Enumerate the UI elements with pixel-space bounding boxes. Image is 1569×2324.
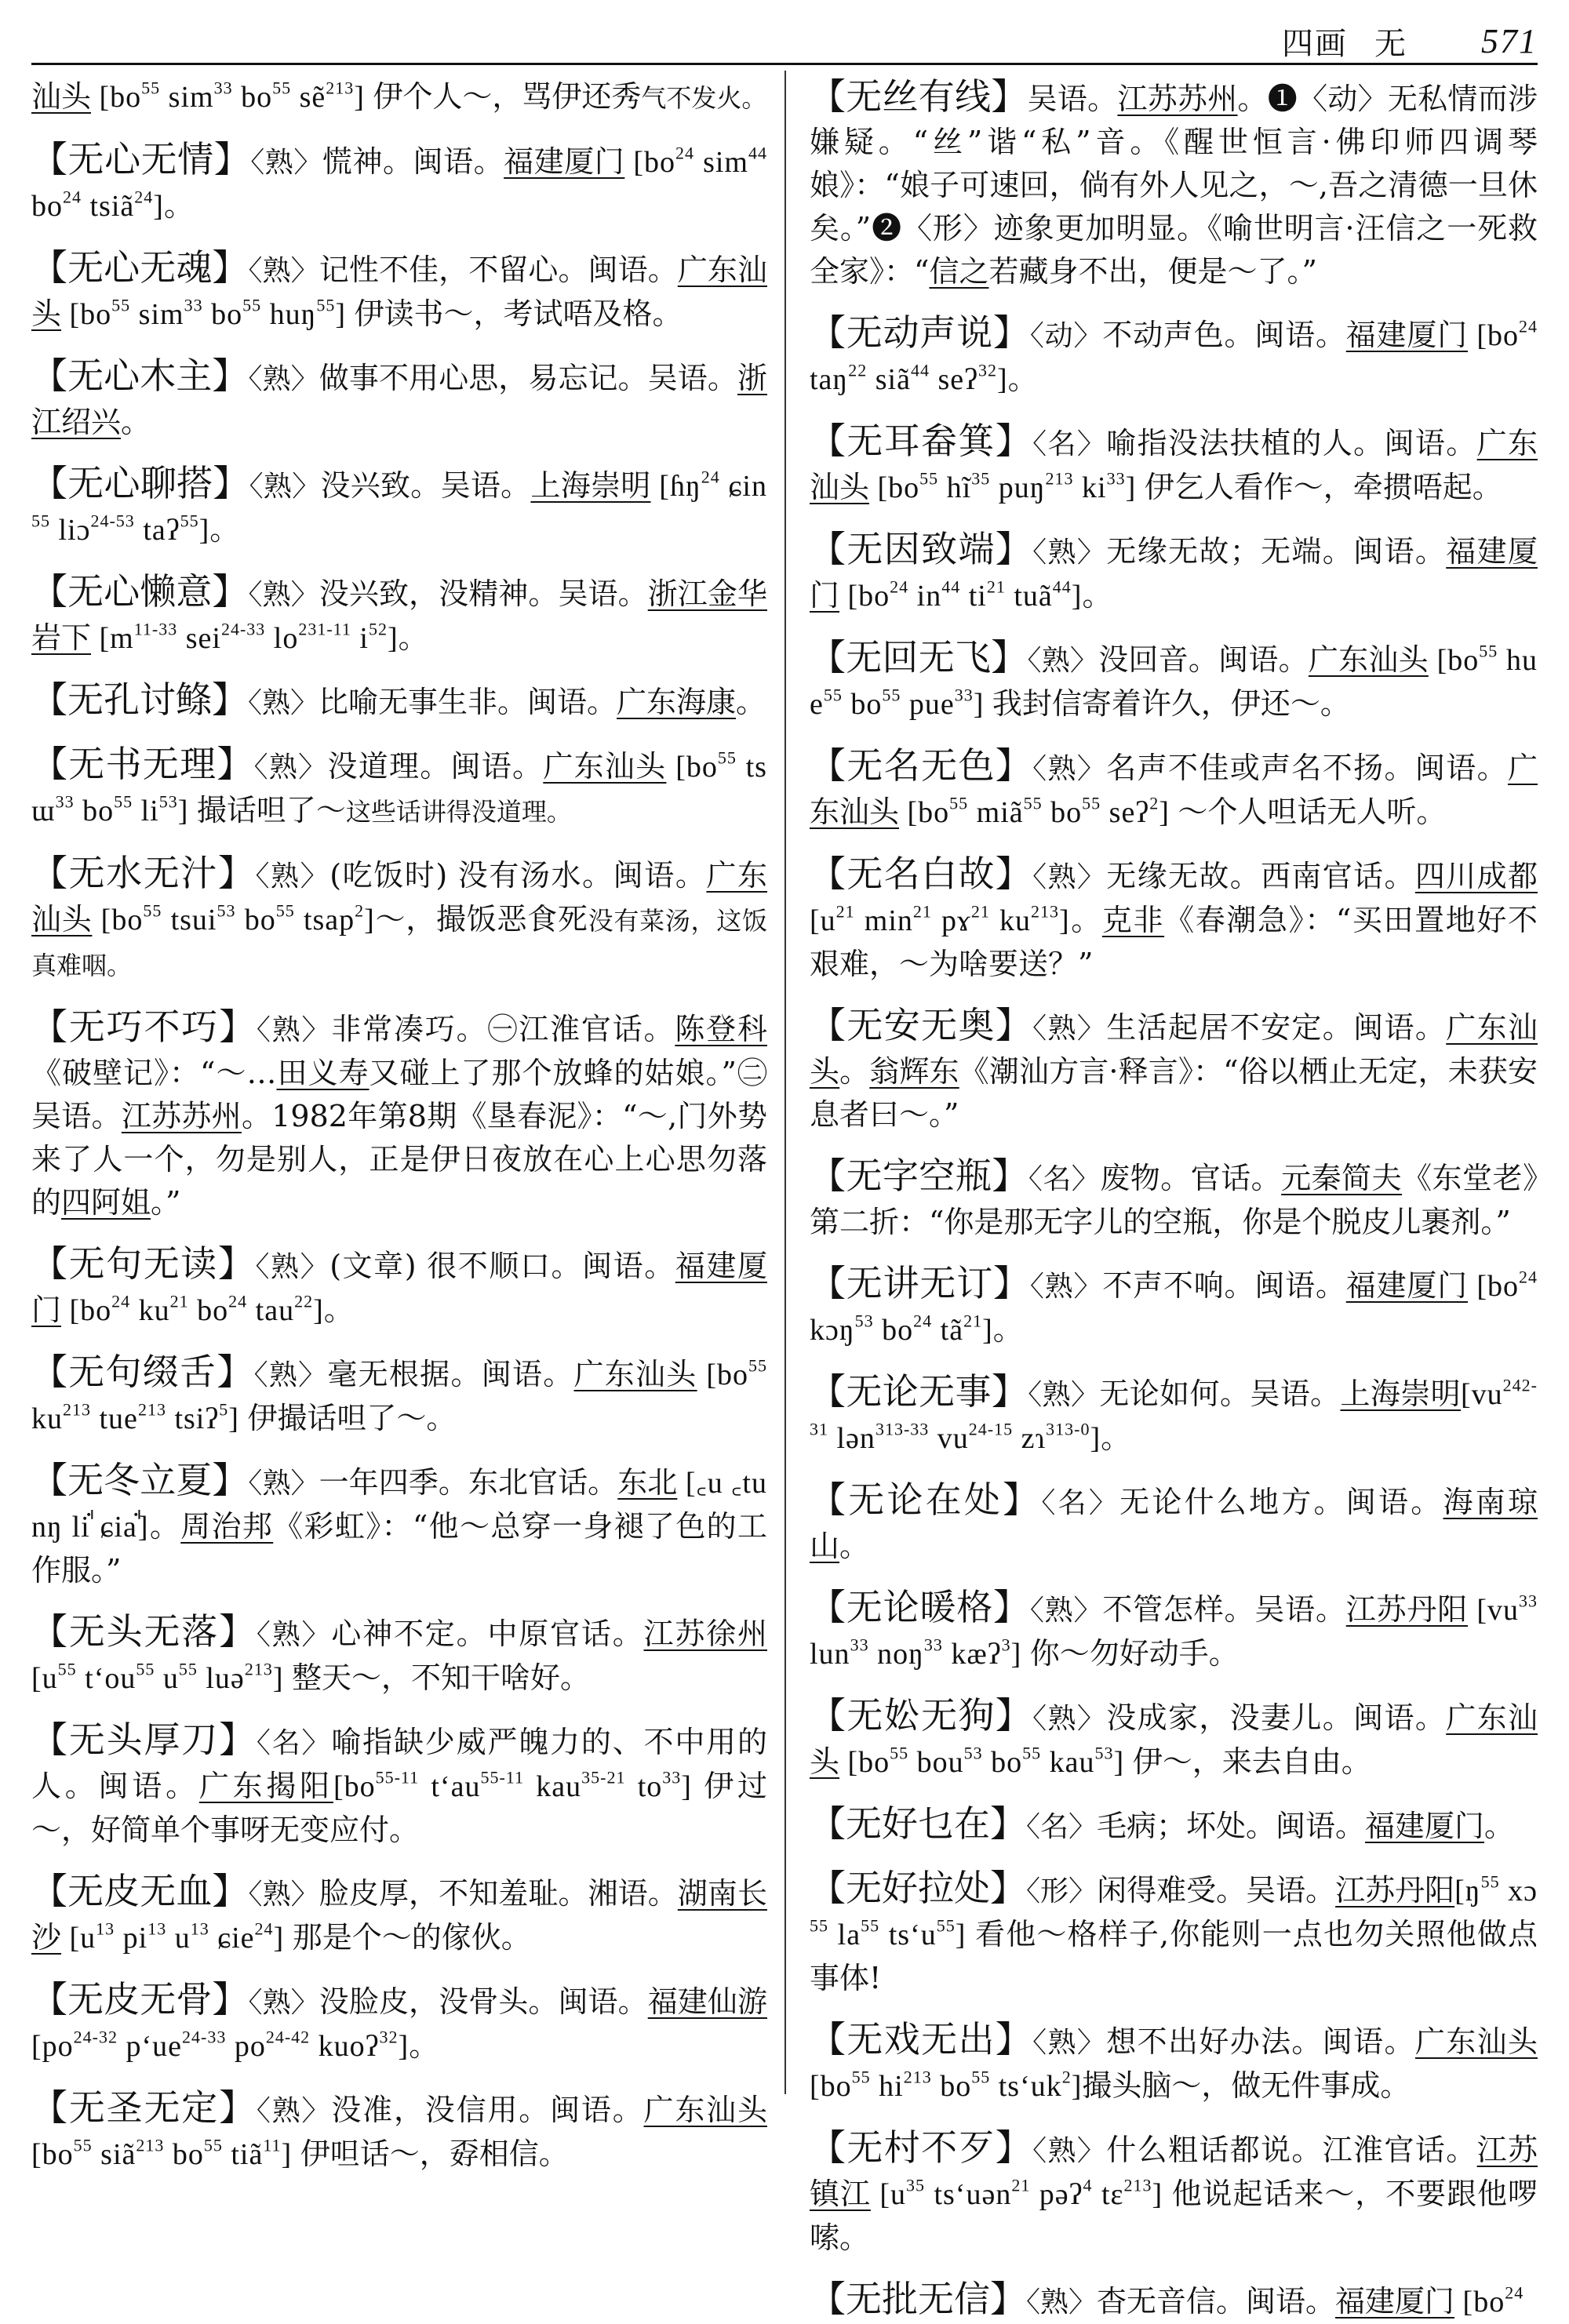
underlined-term: 福建厦门 <box>31 1249 767 1327</box>
definition-text: 看他～格样子,你能则一点也勿关照他做点事体! <box>810 1917 1538 1995</box>
definition-text: 。 <box>148 1509 181 1544</box>
part-of-speech: 〈熟〉 <box>248 1468 319 1500</box>
dictionary-entry <box>31 1870 767 1960</box>
definition-text: 闲得难受。吴语。 <box>1097 1873 1336 1908</box>
entry-headword: 【无名无色】 <box>810 744 1033 787</box>
dictionary-entry <box>31 570 767 660</box>
dictionary-entry <box>31 462 767 552</box>
definition-text: 《彩虹》：“他～总穿一身褪了色的工作服。” <box>31 1509 767 1588</box>
underlined-term: 江苏镇江 <box>810 2133 1538 2211</box>
definition-text: 杳无音信。闽语。 <box>1097 2284 1336 2319</box>
entry-headword: 【无回无飞】 <box>810 636 1028 678</box>
pronunciation: [$bo^{24}$ sim$^{44}$ $bo^{24}$ tsiã$^{24}$] <box>31 143 767 223</box>
pronunciation: [$vu^{33}$ lun$^{33}$ noŋ$^{33}$ kæʔ$^3$] <box>810 1591 1538 1671</box>
part-of-speech: 〈熟〉 <box>1032 2027 1107 2059</box>
gloss-note: 这些话讲得没道理。 <box>345 797 572 827</box>
definition-text: 《春潮急》：“买田置地好不艰难，～为啥要送？” <box>810 903 1538 981</box>
part-of-speech: 〈熟〉 <box>256 1014 332 1046</box>
underlined-term: 福建厦门 <box>810 534 1538 613</box>
pronunciation: [$vu^{242-31}$ lən$^{313-33}$ $vu^{24-15}$ zɿ$^{313-0}$] <box>810 1375 1538 1455</box>
definition-text: 不声不响。闽语。 <box>1102 1268 1346 1303</box>
dictionary-entry <box>31 1610 767 1700</box>
header-rule <box>31 63 1538 65</box>
dictionary-entry <box>810 1155 1538 1244</box>
part-of-speech: 〈熟〉 <box>1032 1013 1107 1045</box>
definition-text: 又碰上了那个放蜂的姑娘。”㊁吴语。 <box>31 1056 767 1133</box>
pronunciation: [$bo^{55}$ miã$^{55}$ $bo^{55}$ seʔ$^2$] <box>899 793 1178 829</box>
dictionary-entry <box>31 1459 767 1592</box>
definition-text: 。 <box>121 405 151 439</box>
definition-text: 。 <box>1069 903 1102 937</box>
pronunciation: [$bo^{55}$ sim$^{33}$ $bo^{55}$ sẽ$^{213}$] <box>91 78 373 114</box>
definition-text: 比喻无事生非。闽语。 <box>319 685 617 719</box>
entry-headword: 【无戏无出】 <box>810 2018 1033 2060</box>
entry-headword: 【无动声说】 <box>810 311 1030 354</box>
definition-text: 无缘无故；无端。闽语。 <box>1106 534 1447 569</box>
definition-text: 废物。官话。 <box>1100 1161 1282 1195</box>
entry-headword: 【无皮无骨】 <box>31 1978 249 2020</box>
pronunciation: [$ŋ^{55}$ xɔ$^{55}$ $la^{55}$ $ts‘u^{55}$] <box>810 1871 1538 1951</box>
definition-text: 。 <box>1484 1809 1515 1843</box>
page-header <box>1282 17 1538 64</box>
entry-headword: 【无好乜在】 <box>810 1802 1026 1845</box>
definition-text: 没回音。闽语。 <box>1098 642 1309 677</box>
underlined-term: 四阿姐 <box>61 1185 151 1220</box>
entry-headword: 【无字空瓶】 <box>810 1155 1028 1197</box>
definition-text: 《潮汕方言·释言》：“俗以栖止无定，未获安息者曰～。” <box>810 1054 1538 1132</box>
part-of-speech: 〈熟〉 <box>249 471 321 503</box>
entry-headword: 【无心无魂】 <box>31 246 249 289</box>
pronunciation: [$bo^{55}$ $ku^{213}$ tue$^{213}$ tsiʔ$^5$] <box>31 1355 767 1435</box>
definition-text: 什么粗话都说。江淮官话。 <box>1106 2133 1477 2167</box>
definition-text: 毫无根据。闽语。 <box>327 1357 574 1391</box>
definition-text: 没兴致，没精神。吴语。 <box>319 576 648 611</box>
dictionary-entry <box>810 744 1538 835</box>
definition-text: 慌神。闽语。 <box>322 144 504 179</box>
entry-headword: 【无耳畚箕】 <box>810 420 1033 462</box>
pronunciation: [$u^{35}$ ts‘uən$^{21}$ pəʔ$^4$ tɛ$^{213}$] <box>870 2175 1172 2211</box>
entry-headword: 【无巧不巧】 <box>31 1006 257 1048</box>
pronunciation: [$bo^{55}$ tsui$^{53}$ $bo^{55}$ tsap$^2$] <box>92 900 375 937</box>
underlined-term: 福建厦门 <box>1365 1809 1485 1843</box>
entry-headword: 【无论无事】 <box>810 1370 1028 1413</box>
part-of-speech: 〈熟〉 <box>1028 1379 1100 1411</box>
underlined-term: 福建厦门 <box>504 144 625 179</box>
underlined-term: 周治邦 <box>180 1509 274 1544</box>
definition-text: 非常凑巧。㊀江淮官话。 <box>331 1012 675 1046</box>
definition-text: (文章) 很不顺口。闽语。 <box>329 1249 675 1283</box>
definition-text: 伊撮话呾了～。 <box>247 1401 457 1435</box>
entry-headword: 【无丝有线】 <box>810 75 1028 118</box>
part-of-speech: 〈熟〉 <box>255 1251 330 1283</box>
underlined-term: 元秦简夫 <box>1281 1161 1403 1195</box>
definition-text: 伊～，来去自由。 <box>1132 1744 1371 1779</box>
definition-text: 喻指没法扶植的人。闽语。 <box>1106 426 1477 460</box>
entry-headword: 【无批无信】 <box>810 2278 1026 2320</box>
definition-text: 名声不佳或声名不扬。闽语。 <box>1106 751 1508 785</box>
underlined-term: 信之 <box>929 254 989 289</box>
definition-text: 。 <box>1082 578 1112 613</box>
dictionary-entry <box>810 420 1538 510</box>
definition-text: 。 <box>163 188 194 223</box>
dictionary-entry <box>810 2018 1538 2108</box>
underlined-term: 陈登科 <box>675 1012 767 1046</box>
underlined-term: 翁辉东 <box>869 1054 959 1089</box>
dictionary-entry <box>810 1262 1538 1352</box>
pronunciation: [$bo^{55}$ hue$^{55}$ $bo^{55}$ pue$^{33}$] <box>810 641 1538 721</box>
underlined-term: 广东汕头 <box>573 1357 697 1391</box>
underlined-term: 广东汕头 <box>810 751 1538 829</box>
definition-text: 一年四季。东北官话。 <box>319 1465 618 1500</box>
part-of-speech: 〈熟〉 <box>1032 2135 1107 2167</box>
definition-text: 脸皮厚，不知羞耻。湘语。 <box>319 1876 678 1911</box>
entry-headword: 【无句缀舌】 <box>31 1351 254 1393</box>
definition-text: 。 <box>323 1293 354 1327</box>
underlined-term: 浙江绍兴 <box>31 361 767 439</box>
pronunciation: [$bo^{24}$ <box>1454 2282 1524 2319</box>
definition-text: 。1982年第8期《垦春泥》：“～,门外势来了人一个，勿是别人，正是伊日夜放在心上心思勿落的 <box>31 1099 767 1220</box>
definition-text: 那是个～的傢伙。 <box>292 1920 531 1955</box>
dictionary-entry <box>810 853 1538 986</box>
entry-headword: 【无村不歹】 <box>810 2126 1033 2169</box>
pronunciation: [$m^{11-33}$ sei$^{24-33}$ $lo^{231-11}$ $i^{52}$] <box>91 619 399 655</box>
part-of-speech: 〈熟〉 <box>255 860 330 893</box>
definition-text: 。 <box>1101 1420 1131 1455</box>
definition-text: 不管怎样。吴语。 <box>1102 1592 1346 1627</box>
entry-headword: 【无论暖格】 <box>810 1586 1030 1628</box>
pronunciation: [$u^{55}$ $t‘ou^{55}$ $u^{55}$ luə$^{213}$] <box>31 1659 292 1695</box>
entry-headword: 【无书无理】 <box>31 743 254 785</box>
page-number: 571 <box>1481 21 1538 60</box>
definition-text: 没脸皮，没骨头。闽语。 <box>319 1984 648 2019</box>
definition-text: 。 <box>409 2028 439 2063</box>
gloss-note: 气不发火。 <box>641 83 767 113</box>
part-of-speech: 〈名〉 <box>256 1727 332 1759</box>
entry-headword: 【无因致端】 <box>810 528 1033 570</box>
dictionary-entry <box>810 1586 1538 1676</box>
part-of-speech: 〈熟〉 <box>1029 1595 1103 1627</box>
underlined-term: 广东汕头 <box>1414 2024 1538 2059</box>
dictionary-entry <box>31 1006 767 1224</box>
dictionary-entry <box>810 636 1538 726</box>
entry-headword: 【无水无汁】 <box>31 852 256 894</box>
definition-text: 伊乞人看作～，牵掼唔起。 <box>1144 470 1502 504</box>
definition-text: 。 <box>992 1312 1023 1347</box>
entry-headword: 【无心聊搭】 <box>31 462 249 504</box>
entry-headword: 【无头无落】 <box>31 1610 257 1653</box>
definition-text: 你～勿好动手。 <box>1029 1636 1239 1671</box>
definition-text: 。” <box>151 1185 181 1220</box>
part-of-speech: 〈名〉 <box>1041 1487 1120 1519</box>
dictionary-entry <box>31 678 767 725</box>
part-of-speech: 〈熟〉 <box>248 1878 319 1911</box>
definition-text: 伊读书～，考试唔及格。 <box>354 296 683 331</box>
underlined-term: 广东汕头 <box>643 2093 767 2127</box>
definition-text: 整天～，不知干啥好。 <box>291 1660 590 1695</box>
underlined-term: 田义寿 <box>276 1056 369 1090</box>
part-of-speech: 〈熟〉 <box>253 751 328 784</box>
underlined-term: 江苏苏州 <box>121 1099 242 1133</box>
underlined-term: 江苏徐州 <box>643 1617 767 1651</box>
dictionary-entry <box>31 852 767 987</box>
header-section: 四画 <box>1282 25 1348 62</box>
underlined-term: 广东揭阳 <box>198 1769 333 1803</box>
definition-text: ～个人呾话无人听。 <box>1178 795 1447 829</box>
underlined-term: 上海崇明 <box>1340 1377 1461 1411</box>
definition-text: 伊呾话～，孬相信。 <box>300 2137 569 2171</box>
definition-text: 撮话呾了～ <box>196 793 346 827</box>
pronunciation: [$bo^{24}$ $ku^{21}$ $bo^{24}$ tau$^{22}$] <box>61 1291 324 1327</box>
definition-text: 没成家，没妻儿。闽语。 <box>1106 1700 1447 1735</box>
pronunciation: [꜀u ꜀tunŋ liꜗ ɕiaꜗ] <box>31 1467 767 1544</box>
pronunciation: [ɦŋ$^{24}$ ɕin$^{55}$ liɔ$^{24-53}$ taʔ$^{55}$] <box>31 467 767 547</box>
part-of-speech: 〈名〉 <box>1032 428 1107 460</box>
definition-text: 喻指缺少威严魄力的、不中用的人。闽语。 <box>31 1725 767 1803</box>
definition-text: 若藏身不出，便是～了。” <box>988 254 1317 289</box>
underlined-term: 福建厦门 <box>1335 2284 1455 2319</box>
dictionary-entry <box>31 2086 767 2177</box>
gloss-note: 没有菜汤，这饭真难咽。 <box>31 906 767 980</box>
left-column <box>31 75 767 2171</box>
entry-headword: 【无论在处】 <box>810 1478 1042 1521</box>
pronunciation: [$bo^{55}$ sim$^{33}$ $bo^{55}$ huŋ$^{55}$] <box>61 295 355 331</box>
underlined-term: 福建厦门 <box>1345 318 1469 352</box>
underlined-term: 广东汕头 <box>810 426 1538 504</box>
definition-text: 心神不定。中原官话。 <box>331 1617 644 1651</box>
part-of-speech: 〈熟〉 <box>1026 2286 1098 2319</box>
pronunciation: [$bo^{24}$ taŋ$^{22}$ siã$^{44}$ seʔ$^{32}$] <box>810 316 1538 396</box>
part-of-speech: 〈熟〉 <box>1029 1271 1103 1303</box>
dictionary-entry <box>31 138 767 228</box>
entry-headword: 【无头厚刀】 <box>31 1718 257 1761</box>
entry-headword: 【无圣无定】 <box>31 2086 257 2129</box>
underlined-term: 广东汕头 <box>543 749 667 784</box>
underlined-term: 福建厦门 <box>1345 1268 1469 1303</box>
underlined-term: 汕头 <box>31 79 92 114</box>
definition-text: 。 <box>1007 362 1038 396</box>
pronunciation: [$bo^{55}$ $hi^{213}$ $bo^{55}$ $ts‘uk^2$] <box>810 2067 1083 2103</box>
part-of-speech: 〈名〉 <box>1026 1811 1098 1843</box>
underlined-term: 广东汕头 <box>810 1010 1538 1089</box>
underlined-term: 浙江金华岩下 <box>31 576 767 655</box>
underlined-term: 四川成都 <box>1414 859 1538 893</box>
dictionary-entry <box>31 1351 767 1441</box>
underlined-term: 海南琼山 <box>810 1485 1538 1563</box>
part-of-speech: 〈熟〉 <box>253 1359 328 1391</box>
header-char: 无 <box>1374 25 1407 62</box>
definition-text: 记性不佳，不留心。闽语。 <box>319 253 678 287</box>
part-of-speech: 〈形〉 <box>1026 1875 1098 1908</box>
dictionary-entry <box>31 1978 767 2068</box>
entry-headword: 【无心懒意】 <box>31 570 249 613</box>
underlined-term: 广东汕头 <box>1308 642 1429 677</box>
dictionary-entry <box>810 528 1538 618</box>
right-column <box>810 75 1538 2320</box>
pronunciation: [$bo^{55-11}$ $t‘au^{55-11}$ kau$^{35-21}$ $to^{33}$] <box>333 1767 704 1803</box>
entry-headword: 【无名白故】 <box>810 853 1033 895</box>
definition-text: 无论如何。吴语。 <box>1099 1377 1341 1411</box>
definition-text: 《破壁记》：“～… <box>31 1056 277 1090</box>
part-of-speech: 〈熟〉 <box>248 363 319 395</box>
underlined-term: 福建仙游 <box>647 1984 767 2019</box>
definition-text: 没准，没信用。闽语。 <box>331 2093 644 2127</box>
part-of-speech: 〈熟〉 <box>248 579 319 611</box>
part-of-speech: 〈熟〉 <box>248 1987 319 2019</box>
pronunciation: [$u^{13}$ $pi^{13}$ $u^{13}$ ɕie$^{24}$] <box>61 1918 293 1955</box>
part-of-speech: 〈熟〉 <box>1032 1703 1107 1735</box>
pronunciation: [$bo^{55}$ tsɯ$^{33}$ $bo^{55}$ $li^{53}$] <box>31 747 767 827</box>
underlined-term: 湖南长沙 <box>31 1876 767 1955</box>
entry-headword: 【无讲无订】 <box>810 1262 1030 1304</box>
dictionary-entry <box>810 1478 1538 1568</box>
dictionary-entry <box>31 355 767 444</box>
underlined-term: 上海崇明 <box>530 468 651 503</box>
entry-headword: 【无心无情】 <box>31 138 251 180</box>
part-of-speech: 〈熟〉 <box>1032 753 1107 785</box>
definition-text: 毛病；坏处。闽语。 <box>1097 1809 1366 1843</box>
entry-headword: 【无心木主】 <box>31 355 249 397</box>
definition-text: 不动声色。闽语。 <box>1102 318 1346 352</box>
definition-text: 。 <box>209 512 240 547</box>
part-of-speech: 〈熟〉 <box>1032 536 1107 569</box>
dictionary-entry <box>31 75 767 120</box>
dictionary-entry <box>810 2278 1538 2324</box>
underlined-term: 东北 <box>617 1465 678 1500</box>
definition-text: 生活起居不安定。闽语。 <box>1106 1010 1447 1045</box>
part-of-speech: 〈熟〉 <box>256 1619 332 1651</box>
entry-headword: 【无皮无血】 <box>31 1870 249 1912</box>
dictionary-entry <box>31 246 767 336</box>
entry-headword: 【无冬立夏】 <box>31 1459 249 1501</box>
definition-text: 。❶〈动〉无私情而涉嫌疑。“丝”谐“私”音。《醒世恒言·佛印师四调琴娘》：“娘子可速回，倘有外人见之，～,吾之清德一旦休矣。”❷〈形〉迹象更加明显。《喻世明言·汪信之一死救全家》：“ <box>810 82 1538 289</box>
definition-text: 。 <box>839 1529 870 1563</box>
part-of-speech: 〈名〉 <box>1028 1163 1101 1195</box>
dictionary-entry <box>810 1867 1538 2000</box>
pronunciation: [$bo^{24}$ $in^{44}$ $ti^{21}$ tuã$^{44}$] <box>839 576 1083 613</box>
definition-text: 没兴致。吴语。 <box>320 468 531 503</box>
dictionary-entry <box>810 311 1538 402</box>
part-of-speech: 〈熟〉 <box>1032 861 1107 893</box>
definition-text: 无缘无故。西南官话。 <box>1106 859 1415 893</box>
part-of-speech: 〈熟〉 <box>1027 645 1099 677</box>
entry-headword: 【无孔讨鲦】 <box>31 678 248 721</box>
underlined-term: 广东汕头 <box>31 858 767 937</box>
definition-text: 伊个人～，骂伊还秀 <box>373 79 642 114</box>
underlined-term: 广东海康 <box>617 685 737 719</box>
part-of-speech: 〈熟〉 <box>248 255 319 287</box>
definition-text: 无论什么地方。闽语。 <box>1119 1485 1443 1519</box>
pronunciation: [$u^{21}$ $\min^{21}$ pɤ$^{21}$ $ku^{213}$] <box>810 901 1070 937</box>
definition-text: 。 <box>736 685 766 719</box>
definition-text: 吴语。 <box>1027 82 1118 116</box>
definition-text: 想不出好办法。闽语。 <box>1106 2024 1415 2059</box>
underlined-term: 广东汕头 <box>31 253 767 331</box>
part-of-speech: 〈熟〉 <box>248 687 319 719</box>
definition-text: 他说起话来～，不要跟他啰嗦。 <box>810 2177 1538 2255</box>
part-of-speech: 〈熟〉 <box>256 2095 332 2127</box>
definition-text: 我封信寄着许久，伊还～。 <box>992 686 1350 721</box>
underlined-term: 江苏丹阳 <box>1335 1873 1455 1908</box>
underlined-term: 江苏苏州 <box>1117 82 1238 116</box>
dictionary-entry <box>31 1242 767 1333</box>
pronunciation: [$bo^{55}$ siã$^{213}$ $bo^{55}$ tiã$^{11}$] <box>31 2135 300 2171</box>
underlined-term: 广东汕头 <box>810 1700 1538 1779</box>
pronunciation: [$po^{24-32}$ $p‘ue^{24-33}$ $po^{24-42}$ kuoʔ$^{32}$] <box>31 2027 410 2063</box>
pronunciation: [$bo^{24}$ kɔŋ$^{53}$ $bo^{24}$ $tã^{21}$] <box>810 1267 1538 1347</box>
part-of-speech: 〈熟〉 <box>250 147 322 179</box>
definition-text: 没道理。闽语。 <box>327 749 544 784</box>
column-divider <box>784 71 786 2094</box>
dictionary-entry <box>31 1718 767 1852</box>
dictionary-entry <box>810 1802 1538 1849</box>
part-of-speech: 〈动〉 <box>1029 320 1103 352</box>
pronunciation: [$bo^{55}$ $hĩ^{35}$ puŋ$^{213}$ $ki^{33}$] <box>869 468 1145 504</box>
dictionary-entry <box>810 2126 1538 2260</box>
definition-text: 做事不用心思，易忘记。吴语。 <box>319 361 737 395</box>
definition-text: 。 <box>839 1054 870 1089</box>
dictionary-entry <box>31 743 767 834</box>
definition-text: ～，撮饭恶食死 <box>374 902 588 937</box>
definition-text: 《东堂老》第二折：“你是那无字儿的空瓶，你是个脱皮儿裹剂。” <box>810 1161 1538 1239</box>
definition-text: 伊过～，好简单个事呀无变应付。 <box>31 1769 767 1847</box>
dictionary-entry <box>810 1370 1538 1460</box>
underlined-term: 江苏丹阳 <box>1345 1592 1469 1627</box>
definition-text: 。 <box>398 620 428 655</box>
entry-headword: 【无妐无狗】 <box>810 1694 1033 1737</box>
dictionary-entry <box>810 75 1538 293</box>
underlined-term: 克非 <box>1101 903 1165 937</box>
entry-headword: 【无安无奥】 <box>810 1004 1033 1046</box>
entry-headword: 【无好拉处】 <box>810 1867 1027 1909</box>
definition-text: 撮头脑～，做无件事成。 <box>1082 2068 1411 2103</box>
dictionary-entry <box>810 1694 1538 1784</box>
pronunciation: [$bo^{55}$ bou$^{53}$ $bo^{55}$ kau$^{53}$] <box>839 1743 1133 1779</box>
entry-headword: 【无句无读】 <box>31 1242 256 1285</box>
definition-text: (吃饭时) 没有汤水。闽语。 <box>329 858 707 893</box>
dictionary-entry <box>810 1004 1538 1137</box>
